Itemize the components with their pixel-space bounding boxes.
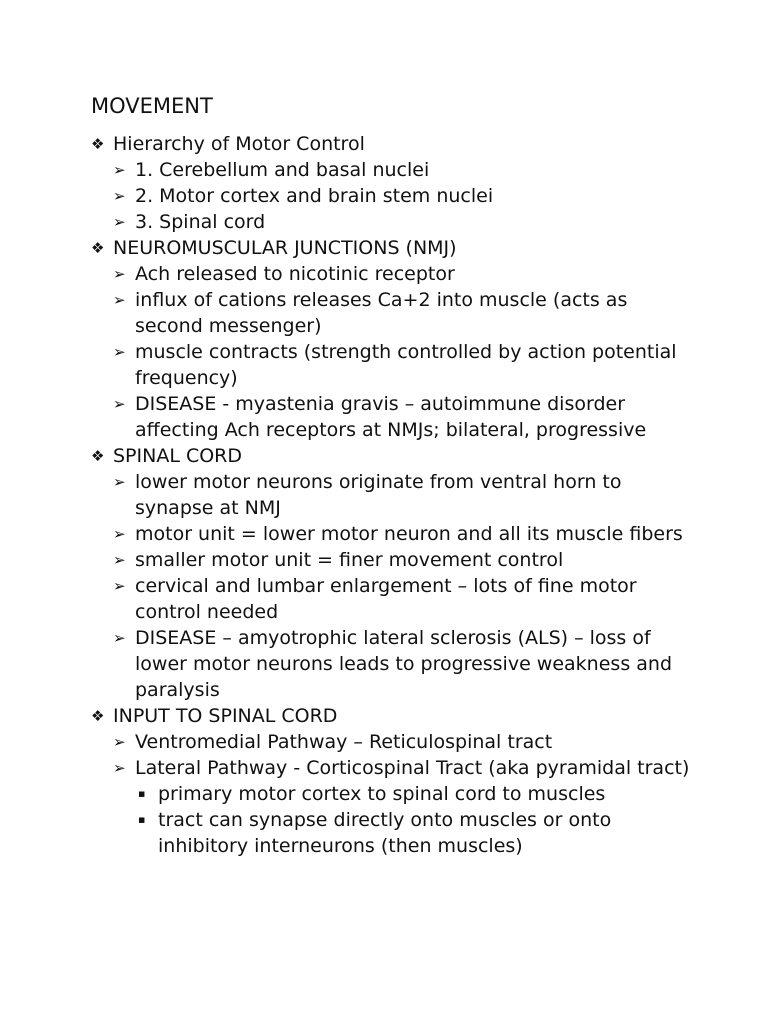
arrow-bullet-icon: ➢ xyxy=(113,551,126,569)
list-item: ➢ smaller motor unit = finer movement control xyxy=(113,549,564,571)
arrow-bullet-icon: ➢ xyxy=(113,577,126,595)
arrow-bullet-icon: ➢ xyxy=(113,525,126,543)
arrow-bullet-icon: ➢ xyxy=(113,629,126,647)
arrow-bullet-icon: ➢ xyxy=(113,161,126,179)
document-page xyxy=(91,93,691,859)
section-heading-hierarchy: ❖ Hierarchy of Motor Control xyxy=(91,133,365,155)
list-item: ➢ lower motor neurons originate from ventral horn to synapse at NMJ xyxy=(113,471,622,519)
diamond-bullet-icon: ❖ xyxy=(91,447,105,465)
list-item: ➢ Lateral Pathway - Corticospinal Tract (aka pyramidal tract) xyxy=(113,757,690,779)
arrow-bullet-icon: ➢ xyxy=(113,473,126,491)
list-item: ➢ DISEASE – amyotrophic lateral sclerosis (ALS) – loss of lower motor neurons leads to progressive weakness and paralysis xyxy=(113,627,673,701)
arrow-bullet-icon: ➢ xyxy=(113,291,126,309)
list-item: ➢ motor unit = lower motor neuron and all its muscle fibers xyxy=(113,523,683,545)
list-item: ➢ 2. Motor cortex and brain stem nuclei xyxy=(113,185,494,207)
arrow-bullet-icon: ➢ xyxy=(113,395,126,413)
list-item: ➢ Ach released to nicotinic receptor xyxy=(113,263,455,285)
section-heading-input-to-spinal-cord: ❖ INPUT TO SPINAL CORD xyxy=(91,705,338,727)
list-item: ➢ Ventromedial Pathway – Reticulospinal tract xyxy=(113,731,553,753)
list-item: ➢ cervical and lumbar enlargement – lots of fine motor control needed xyxy=(113,575,637,623)
list-item: ➢ DISEASE - myastenia gravis – autoimmune disorder affecting Ach receptors at NMJs; bilateral, progressive xyxy=(113,393,647,441)
list-item: ➢ 3. Spinal cord xyxy=(113,211,266,233)
arrow-bullet-icon: ➢ xyxy=(113,733,126,751)
outline xyxy=(91,131,691,859)
sub-list-item: ▪ tract can synapse directly onto muscles or onto inhibitory interneurons (then muscles) xyxy=(138,809,612,857)
square-bullet-icon: ▪ xyxy=(138,813,146,826)
list-item: ➢ muscle contracts (strength controlled by action potential frequency) xyxy=(113,341,677,389)
diamond-bullet-icon: ❖ xyxy=(91,135,105,153)
diamond-bullet-icon: ❖ xyxy=(91,707,105,725)
arrow-bullet-icon: ➢ xyxy=(113,343,126,361)
section-heading-spinal-cord: ❖ SPINAL CORD xyxy=(91,445,243,467)
arrow-bullet-icon: ➢ xyxy=(113,759,126,777)
list-item: ➢ 1. Cerebellum and basal nuclei xyxy=(113,159,430,181)
list-item: ➢ influx of cations releases Ca+2 into muscle (acts as second messenger) xyxy=(113,289,628,337)
page-title: MOVEMENT xyxy=(91,94,213,118)
arrow-bullet-icon: ➢ xyxy=(113,187,126,205)
arrow-bullet-icon: ➢ xyxy=(113,213,126,231)
section-heading-nmj: ❖ NEUROMUSCULAR JUNCTIONS (NMJ) xyxy=(91,237,457,259)
square-bullet-icon: ▪ xyxy=(138,787,146,800)
sub-list-item: ▪ primary motor cortex to spinal cord to muscles xyxy=(138,783,606,805)
diamond-bullet-icon: ❖ xyxy=(91,239,105,257)
arrow-bullet-icon: ➢ xyxy=(113,265,126,283)
